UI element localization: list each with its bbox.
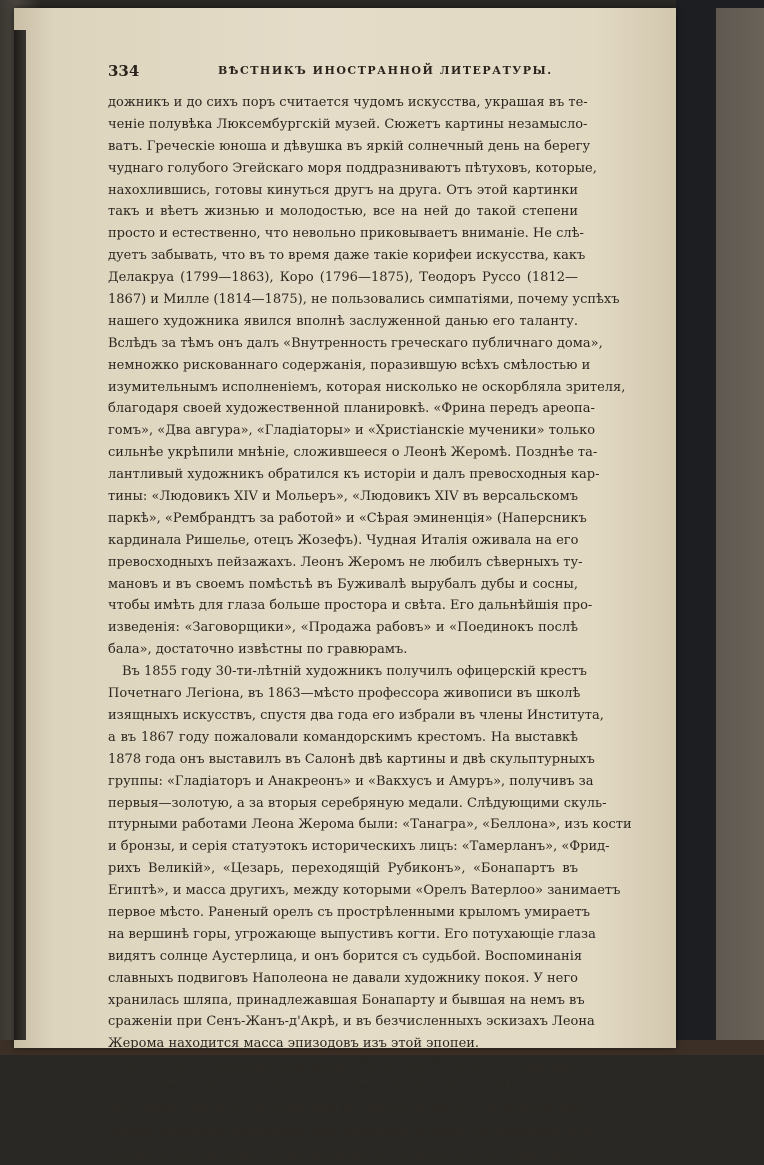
text-line: ватъ. Греческіе юноша и дѣвушка въ яркій солнечный день на берегу [108, 138, 591, 154]
text-line: Въ 40 лѣтъ покойный художникъ былъ уже богатъ. Его картины [122, 1058, 578, 1074]
text-line: превосходныхъ пейзажахъ. Леонъ Жеромъ не любилъ сѣверныхъ ту- [108, 554, 583, 570]
text-line: покупались, какъ говорится, нарасхватъ и цѣнились на вѣсъ золота. [108, 1080, 580, 1096]
page-spine-shadow [14, 30, 26, 1040]
page-header [108, 62, 570, 86]
text-line: чуднаго голубого Эгейскаго моря поддразниваютъ пѣтуховъ, которые, [108, 160, 597, 176]
text-line: тины: «Людовикъ XIV и Мольеръ», «Людовикъ XIV въ версальскомъ [108, 489, 578, 505]
text-line: Жерома находится масса эпизодовъ изъ этой эпопеи. [108, 1036, 480, 1052]
text-line: Почетнаго Легіона, въ 1863—мѣсто профессора живописи въ школѣ [108, 686, 581, 702]
text-line: всегда привозилъ матеріалы, изъ которыхъ позднѣе составлялись его [108, 1123, 591, 1139]
text-line: дожникъ и до сихъ поръ считается чудомъ искусства, украшая въ те- [108, 95, 588, 110]
text-line: а въ 1867 году пожаловали командорскимъ крестомъ. На выставкѣ [108, 729, 578, 745]
text-line: Вслѣдъ за тѣмъ онъ далъ «Внутренность греческаго публичнаго дома», [108, 335, 603, 351]
text-line: первыя—золотую, а за вторыя серебряную медали. Слѣдующими скуль- [108, 795, 607, 811]
text-line: такъ и вѣетъ жизнью и молодостью, все на ней до такой степени [108, 204, 578, 220]
text-line: птурными работами Леона Жерома были: «Танагра», «Беллона», изъ кости [108, 817, 632, 833]
text-line: и бронзы, и серія статуэтокъ историческихъ лицъ: «Тамерланъ», «Фрид- [108, 839, 610, 855]
running-title: ВѢСТНИКЪ ИНОСТРАННОЙ ЛИТЕРАТУРЫ. [218, 64, 553, 77]
text-line: ченіе полувѣка Люксембургскій музей. Сюжетъ картины незамысло- [108, 116, 588, 132]
text-line: 1867) и Милле (1814—1875), не пользовались симпатіями, почему успѣхъ [108, 292, 620, 308]
text-line: знаменитыя картины. Леонъ Жеромъ былъ женатъ на дочери извѣст- [108, 1145, 591, 1161]
text-line: группы: «Гладіаторъ и Анакреонъ» и «Вакхусъ и Амуръ», получивъ за [108, 773, 594, 789]
text-line: изведенія: «Заговорщики», «Продажа рабовъ» и «Поединокъ послѣ [108, 620, 578, 636]
text-line: рихъ Великій», «Цезарь, переходящій Рубиконъ», «Бонапартъ въ [108, 861, 578, 877]
text-line: Въ 1855 году 30-ти-лѣтній художникъ получилъ офицерскій крестъ [122, 664, 587, 680]
text-line: гомъ», «Два авгура», «Гладіаторы» и «Христіанскіе мученики» только [108, 423, 596, 439]
text-line: славныхъ подвиговъ Наполеона не давали художнику покоя. У него [108, 970, 578, 986]
text-line: мановъ и въ своемъ помѣстьѣ въ Буживалѣ вырубалъ дубы и сосны, [108, 576, 578, 592]
text-line: Египтѣ», и масса другихъ, между которыми «Орелъ Ватерлоо» занимаетъ [108, 883, 621, 899]
text-line: лантливый художникъ обратился къ исторіи и далъ превосходныя кар- [108, 467, 600, 483]
text-line: изумительнымъ исполненіемъ, которая нисколько не оскорбляла зрителя, [108, 379, 626, 395]
text-line: 1878 года онъ выставилъ въ Салонѣ двѣ картины и двѣ скульптурныхъ [108, 751, 595, 767]
text-line: кардинала Ришелье, отецъ Жозефъ). Чудная Италія оживала на его [108, 532, 579, 548]
text-line: на вершинѣ горы, угрожающе выпустивъ когти. Его потухающіе глаза [108, 926, 596, 942]
text-line: благодаря своей художественной планировкѣ. «Фрина передъ ареопа- [108, 401, 595, 417]
text-line: первое мѣсто. Раненый орелъ съ прострѣленными крыломъ умираетъ [108, 904, 591, 920]
text-line: дуетъ забывать, что въ то время даже такіе корифеи искусства, какъ [108, 248, 586, 264]
text-line: изящныхъ искусствъ, спустя два года его избрали въ члены Института, [108, 707, 604, 723]
text-line: нашего художника явился вполнѣ заслуженной данью его таланту. [108, 313, 578, 329]
text-line: Изъ своихъ частыхъ путешествій по Турціи, Египту и Палестинѣ онъ [108, 1101, 584, 1117]
text-line: просто и естественно, что невольно приковываетъ вниманіе. Не слѣ- [108, 226, 584, 242]
page-number: 334 [108, 62, 140, 80]
text-line: Делакруа (1799—1863), Коро (1796—1875), Теодоръ Руссо (1812— [108, 270, 578, 286]
text-line: сильнѣе укрѣпили мнѣніе, сложившееся о Леонѣ Жеромѣ. Позднѣе та- [108, 445, 598, 461]
text-line: чтобы имѣть для глаза больше простора и свѣта. Его дальнѣйшія про- [108, 598, 593, 614]
text-line: паркѣ», «Рембрандтъ за работой» и «Сѣрая эминенція» (Наперсникъ [108, 510, 587, 526]
text-line: хранилась шляпа, принадлежавшая Бонапарту и бывшая на немъ въ [108, 992, 585, 1008]
text-line: немножко рискованнаго содержанія, поразившую всѣхъ смѣлостью и [108, 357, 591, 373]
text-line: нахохлившись, готовы кинуться другъ на друга. Отъ этой картинки [108, 182, 578, 198]
text-line: бала», достаточно извѣстны по гравюрамъ. [108, 642, 408, 658]
right-cover-board [716, 8, 764, 1048]
body-text [108, 92, 632, 1165]
text-line: сраженіи при Сенъ-Жанъ-д'Акрѣ, и въ безчисленныхъ эскизахъ Леона [108, 1014, 595, 1030]
text-line: видятъ солнце Аустерлица, и онъ борится съ судьбой. Воспоминанія [108, 948, 583, 964]
